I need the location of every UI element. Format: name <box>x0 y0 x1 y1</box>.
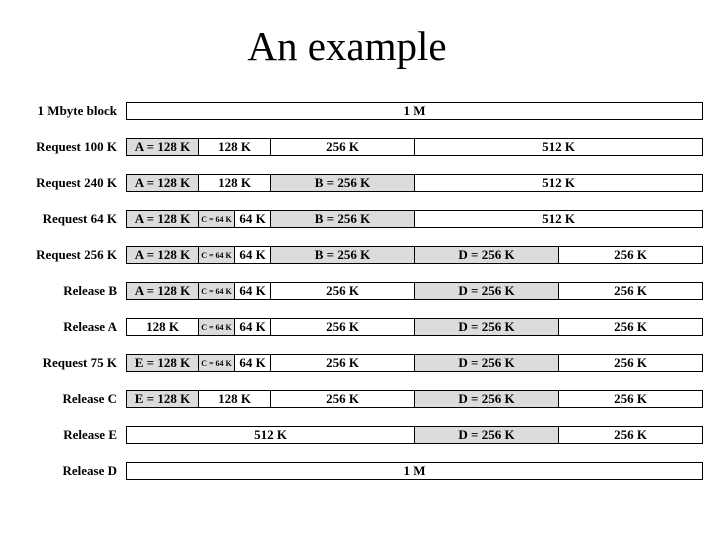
row-label: Release A <box>63 319 117 334</box>
row-label: Request 100 K <box>36 139 117 154</box>
allocated-block: B = 256 K <box>270 210 415 228</box>
free-block: 512 K <box>414 138 703 156</box>
free-block: 256 K <box>270 390 415 408</box>
allocated-block: C = 64 K <box>198 246 235 264</box>
free-block: 256 K <box>270 318 415 336</box>
free-block: 512 K <box>414 174 703 192</box>
allocated-block: E = 128 K <box>126 390 199 408</box>
free-block: 512 K <box>126 426 415 444</box>
free-block: 64 K <box>234 246 271 264</box>
row-label: Request 64 K <box>42 211 117 226</box>
free-block: 128 K <box>198 174 271 192</box>
allocated-block: C = 64 K <box>198 282 235 300</box>
allocated-block: E = 128 K <box>126 354 199 372</box>
allocated-block: D = 256 K <box>414 246 559 264</box>
allocated-block: D = 256 K <box>414 318 559 336</box>
free-block: 256 K <box>558 354 703 372</box>
allocated-block: D = 256 K <box>414 426 559 444</box>
free-block: 256 K <box>558 426 703 444</box>
allocated-block: A = 128 K <box>126 210 199 228</box>
free-block: 256 K <box>558 282 703 300</box>
allocated-block: D = 256 K <box>414 354 559 372</box>
allocated-block: C = 64 K <box>198 318 235 336</box>
row-label: Request 75 K <box>42 355 117 370</box>
allocated-block: A = 128 K <box>126 282 199 300</box>
allocated-block: B = 256 K <box>270 246 415 264</box>
row-label: Release E <box>63 427 117 442</box>
free-block: 1 M <box>126 102 703 120</box>
allocated-block: B = 256 K <box>270 174 415 192</box>
allocated-block: D = 256 K <box>414 390 559 408</box>
free-block: 128 K <box>126 318 199 336</box>
allocated-block: A = 128 K <box>126 246 199 264</box>
row-label: Release D <box>62 463 117 478</box>
free-block: 128 K <box>198 390 271 408</box>
allocated-block: C = 64 K <box>198 354 235 372</box>
row-label: 1 Mbyte block <box>37 103 117 118</box>
free-block: 64 K <box>234 354 271 372</box>
free-block: 256 K <box>270 138 415 156</box>
free-block: 256 K <box>270 354 415 372</box>
free-block: 64 K <box>234 210 271 228</box>
free-block: 512 K <box>414 210 703 228</box>
allocated-block: C = 64 K <box>198 210 235 228</box>
free-block: 256 K <box>558 246 703 264</box>
row-label: Release C <box>62 391 117 406</box>
free-block: 64 K <box>234 282 271 300</box>
page-title: An example <box>247 23 447 69</box>
row-label: Release B <box>63 283 117 298</box>
free-block: 256 K <box>558 390 703 408</box>
row-label: Request 256 K <box>36 247 117 262</box>
allocated-block: D = 256 K <box>414 282 559 300</box>
row-label: Request 240 K <box>36 175 117 190</box>
free-block: 256 K <box>270 282 415 300</box>
free-block: 256 K <box>558 318 703 336</box>
free-block: 128 K <box>198 138 271 156</box>
allocated-block: A = 128 K <box>126 174 199 192</box>
free-block: 64 K <box>234 318 271 336</box>
allocated-block: A = 128 K <box>126 138 199 156</box>
free-block: 1 M <box>126 462 703 480</box>
